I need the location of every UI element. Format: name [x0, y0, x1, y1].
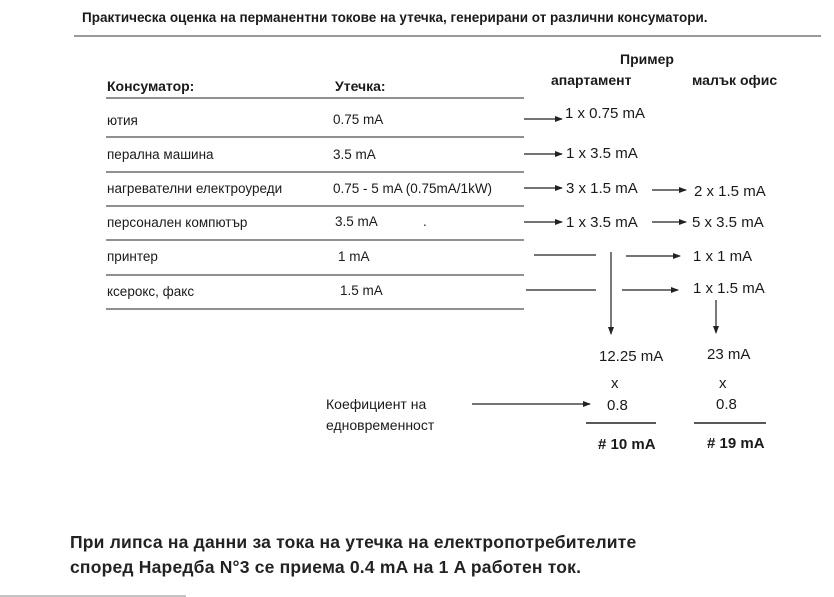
apartment-sum: 12.25 mA — [599, 348, 664, 365]
row-leakage: 3.5 mA — [333, 147, 376, 162]
apartment-header: апартамент — [551, 72, 632, 88]
page-title: Практическа оценка на перманентни токове на утечка, генерирани от различни консуматори. — [82, 10, 708, 25]
office-multiply-sign: x — [719, 375, 727, 392]
row-leakage: 0.75 - 5 mA (0.75mA/1kW) — [333, 181, 493, 196]
apartment-multiply-sign: x — [611, 375, 619, 392]
office-sum: 23 mA — [707, 346, 751, 363]
office-value: 1 x 1.5 mA — [693, 280, 765, 297]
consumer-header: Консуматор: — [107, 78, 195, 94]
office-value: 2 x 1.5 mA — [694, 183, 766, 200]
footnote-line: При липса на данни за тока на утечка на електропотребителите — [70, 532, 637, 552]
office-factor: 0.8 — [716, 396, 737, 413]
row-consumer: принтер — [107, 249, 158, 264]
row-leakage: 3.5 mA — [335, 214, 378, 229]
office-value: 5 x 3.5 mA — [692, 214, 764, 231]
leakage-header: Утечка: — [335, 78, 386, 94]
stray-dot: . — [423, 214, 427, 229]
coefficient-label: едновременност — [326, 417, 435, 433]
apartment-value: 3 x 1.5 mA — [566, 180, 638, 197]
row-leakage: 1 mA — [338, 249, 370, 264]
apartment-factor: 0.8 — [607, 397, 628, 414]
row-consumer: нагревателни електроуреди — [107, 181, 283, 196]
row-leakage: 1.5 mA — [340, 283, 383, 298]
apartment-result: # 10 mA — [598, 436, 656, 453]
apartment-value: 1 x 3.5 mA — [566, 214, 638, 231]
row-consumer: ксерокс, факс — [107, 284, 195, 299]
row-consumer: персонален компютър — [107, 215, 248, 230]
apartment-value: 1 x 3.5 mA — [566, 145, 638, 162]
office-result: # 19 mA — [707, 435, 765, 452]
coefficient-label: Коефициент на — [326, 396, 427, 412]
office-value: 1 x 1 mA — [693, 248, 753, 265]
row-consumer: перална машина — [107, 147, 214, 162]
footnote-line: според Наредба N°3 се приема 0.4 mA на 1 A работен ток. — [70, 557, 582, 577]
row-leakage: 0.75 mA — [333, 112, 384, 127]
small-office-header: малък офис — [692, 72, 778, 88]
apartment-value: 1 x 0.75 mA — [565, 105, 646, 122]
example-header: Пример — [620, 51, 674, 67]
row-consumer: ютия — [107, 113, 138, 128]
